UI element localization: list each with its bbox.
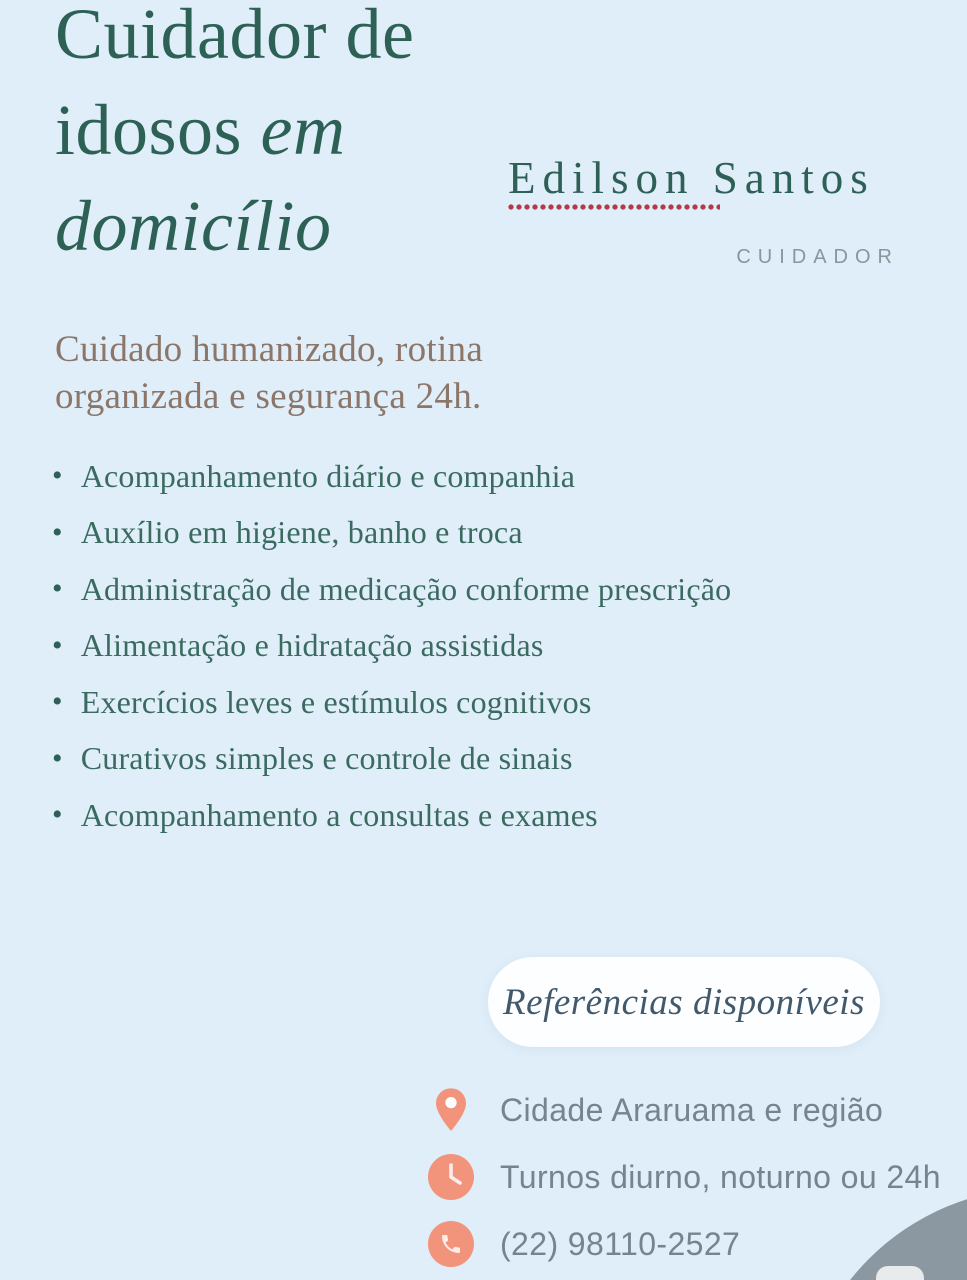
title-line-2-italic: em — [260, 90, 346, 170]
bullet-icon: • — [52, 798, 63, 832]
phone-icon — [428, 1220, 474, 1268]
title-line-2-regular: idosos — [55, 90, 261, 170]
service-text: Auxílio em higiene, banho e troca — [80, 514, 523, 551]
clock-icon — [428, 1153, 474, 1201]
references-badge — [488, 957, 880, 1047]
references-badge-label: Referências disponíveis — [503, 981, 865, 1023]
bullet-icon: • — [52, 515, 63, 549]
contact-phone-text: (22) 98110-2527 — [500, 1225, 741, 1262]
list-item — [52, 618, 731, 675]
caregiver-name: Edilson Santos — [508, 153, 875, 203]
contact-row-shifts — [428, 1153, 941, 1201]
intro-line-2: organizada e segurança 24h. — [55, 376, 482, 417]
location-pin-icon — [428, 1086, 474, 1134]
intro-line-1: Cuidado humanizado, rotina — [55, 329, 484, 370]
bullet-icon: • — [52, 685, 63, 719]
contact-block — [428, 1086, 941, 1280]
list-item — [52, 787, 731, 844]
service-text: Curativos simples e controle de sinais — [80, 740, 573, 777]
bullet-icon: • — [52, 741, 63, 775]
title-line-1: Cuidador de — [55, 0, 415, 74]
intro-text — [55, 326, 483, 420]
service-text: Administração de medicação conforme prescrição — [80, 570, 732, 607]
bullet-icon: • — [52, 628, 63, 662]
page-title — [55, 0, 555, 274]
service-text: Acompanhamento a consultas e exames — [80, 796, 598, 833]
list-item — [52, 448, 731, 505]
contact-location-text: Cidade Araruama e região — [500, 1091, 884, 1128]
cropped-app-icon — [876, 1266, 924, 1280]
contact-row-location — [428, 1086, 941, 1134]
bullet-icon: • — [52, 459, 63, 493]
list-item — [52, 674, 731, 731]
service-text: Acompanhamento diário e companhia — [80, 457, 576, 494]
bullet-icon: • — [52, 572, 63, 606]
dotted-underline — [508, 203, 720, 211]
list-item — [52, 731, 731, 788]
contact-row-phone — [428, 1220, 941, 1268]
service-text: Exercícios leves e estímulos cognitivos — [80, 683, 592, 720]
service-text: Alimentação e hidratação assistidas — [80, 627, 544, 664]
services-list — [52, 448, 731, 844]
contact-shifts-text: Turnos diurno, noturno ou 24h — [500, 1158, 941, 1195]
list-item — [52, 505, 731, 562]
title-line-3: domicílio — [55, 186, 332, 266]
role-label: CUIDADOR — [736, 246, 899, 268]
list-item — [52, 561, 731, 618]
